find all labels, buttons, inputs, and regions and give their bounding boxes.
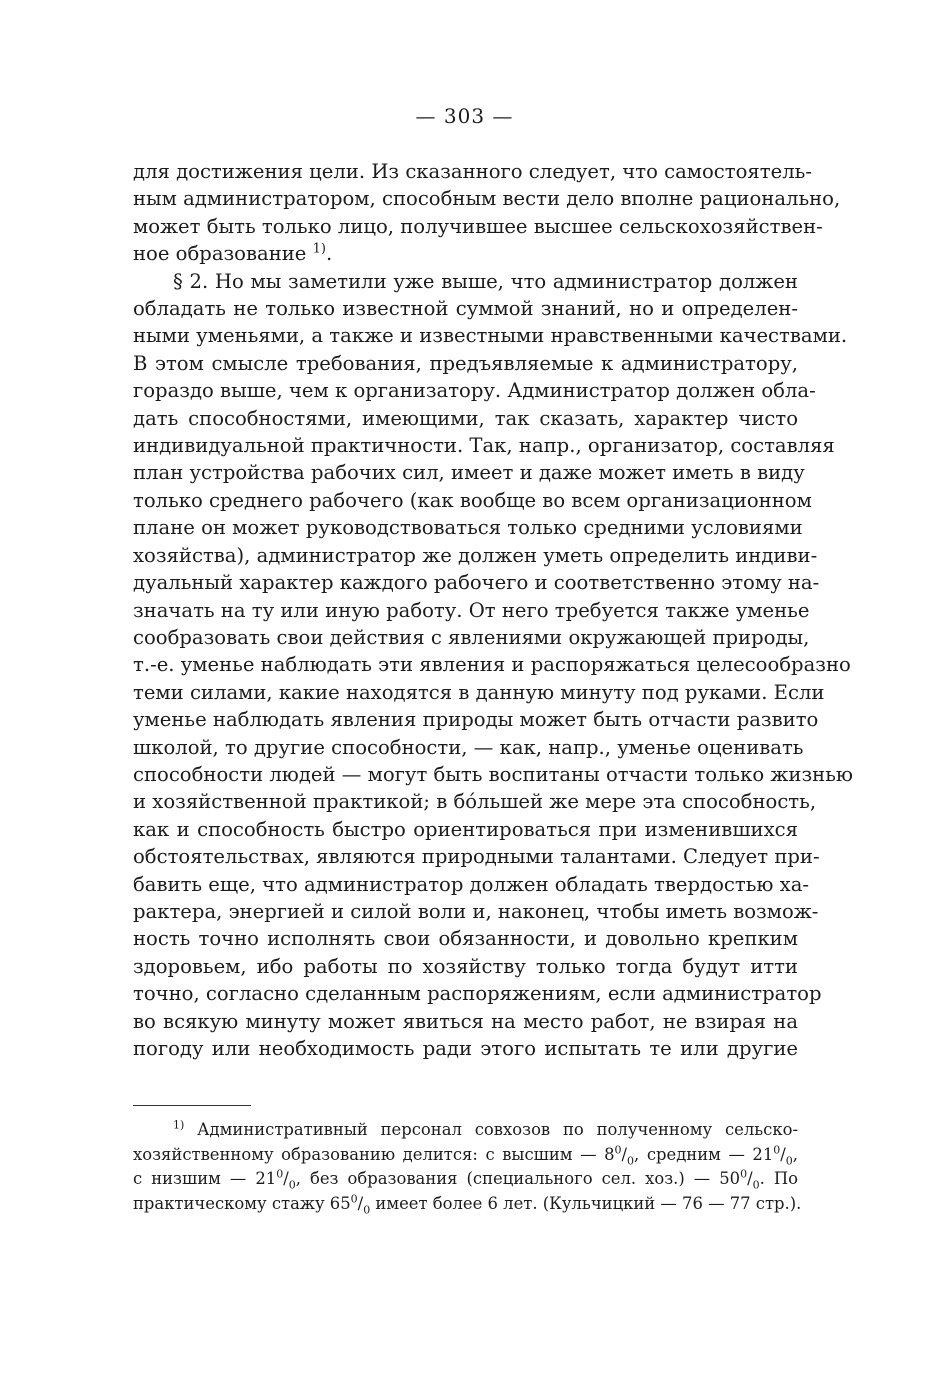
- text-line: дать способностями, имеющими, так сказать, характер чисто: [133, 406, 798, 430]
- text-line: во всякую минуту может явиться на место работ, не взирая на: [133, 1009, 798, 1033]
- percent-slash: /: [747, 1169, 753, 1189]
- percent-bottom: 0: [627, 1153, 635, 1167]
- footnote-text: ,: [792, 1144, 799, 1164]
- footnote-text: . По: [759, 1169, 799, 1189]
- text-line: как и способность быстро ориентироваться при изменившихся: [133, 817, 798, 841]
- footnote-marker: 1): [173, 1118, 185, 1132]
- text-line: обстоятельствах, являются природными талантами. Следует при-: [133, 845, 820, 869]
- footnote-line: [133, 1192, 802, 1217]
- percent-bottom: 0: [752, 1178, 760, 1192]
- footnote-text: имеет более 6 лет. (Кульчицкий — 76 — 77 стр.).: [370, 1193, 802, 1213]
- page-number: — 303 —: [415, 104, 514, 128]
- text-line: способности людей — могут быть воспитаны отчасти только жизнью: [133, 762, 853, 786]
- percent-bottom: 0: [363, 1203, 371, 1217]
- percent-slash: /: [357, 1193, 364, 1213]
- text-line: точно, согласно сделанным распоряжениям, если администратор: [133, 982, 822, 1006]
- text-line: рактера, энергией и силой воли и, наконец, чтобы иметь возмож-: [133, 899, 819, 923]
- footnote-reference: 1): [312, 241, 326, 257]
- text-line: бавить еще, что администратор должен обладать твердостью ха-: [133, 872, 810, 896]
- percent-top: 0: [276, 1167, 284, 1181]
- percent-top: 0: [773, 1143, 781, 1157]
- footnote: [133, 1118, 802, 1217]
- body-text: [133, 158, 853, 1062]
- footnote-line: [133, 1167, 798, 1192]
- footnote-text: Административный персонал совхозов по полученному сельско-: [197, 1120, 798, 1139]
- text-line: § 2. Но мы заметили уже выше, что администратор должен: [173, 269, 798, 293]
- text-line: В этом смысле требования, предъявляемые к администратору,: [133, 351, 798, 375]
- text-line: план устройства рабочих сил, имеет и даже может иметь в виду: [133, 461, 805, 485]
- footnote-text: хозяйственному образованию делится: с высшим — 8: [133, 1144, 615, 1164]
- text-line: уменье наблюдать явления природы может быть отчасти развито: [133, 708, 819, 732]
- percent-top: 0: [350, 1192, 358, 1206]
- footnote-text: практическому стажу 65: [133, 1193, 351, 1213]
- text-line: хозяйства), администратор же должен уметь определить индиви-: [133, 543, 818, 567]
- text-line: гораздо выше, чем к организатору. Администратор должен обла-: [133, 379, 816, 403]
- paragraph-1: [133, 158, 841, 268]
- percent-slash: /: [780, 1144, 786, 1164]
- sentence-end: .: [326, 242, 333, 266]
- text-line: здоровьем, ибо работы по хозяйству только тогда будут итти: [133, 954, 798, 978]
- text-line: ность точно исполнять свои обязанности, и довольно крепким: [133, 927, 798, 951]
- text-line: теми силами, какие находятся в данную минуту под руками. Если: [133, 680, 825, 704]
- footnote-line: [133, 1143, 798, 1168]
- footnote-text: , без образования (специального сел. хоз.) — 50: [295, 1169, 741, 1189]
- text-line: обладать не только известной суммой знаний, но и определен-: [133, 297, 798, 321]
- text-line-content: ное образование: [133, 242, 307, 266]
- text-line: для достижения цели. Из сказанного следует, что самостоятель-: [133, 160, 812, 183]
- footnote-text: , средним — 21: [634, 1144, 774, 1164]
- percent-top: 0: [614, 1143, 622, 1157]
- text-line: школой, то другие способности, — как, напр., уменье оценивать: [133, 735, 804, 759]
- text-line: [133, 240, 798, 267]
- text-line: сообразовать свои действия с явлениями окружающей природы,: [133, 625, 810, 649]
- text-line: погоду или необходимость ради этого испытать те или другие: [133, 1037, 798, 1060]
- percent-bottom: 0: [288, 1178, 296, 1192]
- text-line: индивидуальной практичности. Так, напр., организатор, составляя: [133, 434, 835, 458]
- paragraph-2: [133, 268, 853, 1063]
- percent-bottom: 0: [785, 1153, 793, 1167]
- text-line: только среднего рабочего (как вообще во всем организационном: [133, 488, 812, 512]
- text-line: ными уменьями, а также и известными нравственными качествами.: [133, 324, 848, 348]
- text-line: плане он может руководствоваться только средними условиями: [133, 516, 803, 540]
- percent-slash: /: [621, 1144, 628, 1164]
- text-line: значать на ту или иную работу. От него требуется также уменье: [133, 598, 810, 622]
- text-line: может быть только лицо, получившее высшее сельскохозяйствен-: [133, 214, 823, 238]
- text-line: т.-е. уменье наблюдать эти явления и распоряжаться целесообразно: [133, 653, 851, 677]
- percent-top: 0: [740, 1167, 748, 1181]
- text-line: ным администратором, способным вести дело вполне рационально,: [133, 187, 841, 211]
- footnote-divider: [133, 1105, 251, 1106]
- footnote-text: с низшим — 21: [133, 1169, 277, 1189]
- percent-slash: /: [283, 1169, 289, 1189]
- text-line: дуальный характер каждого рабочего и соответственно этому на-: [133, 571, 820, 595]
- text-line: и хозяйственной практикой; в бо́льшей же мере эта способность,: [133, 790, 817, 814]
- footnote-line: [133, 1118, 798, 1143]
